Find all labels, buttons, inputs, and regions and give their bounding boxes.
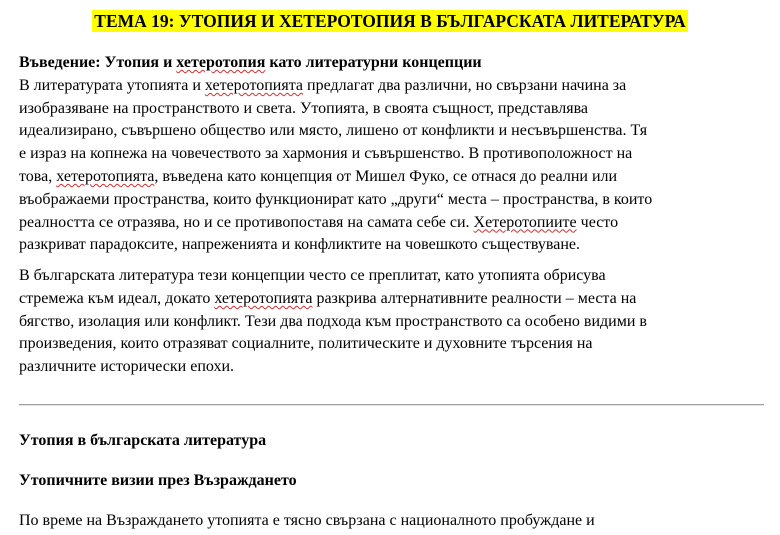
section-paragraph [19, 510, 779, 533]
spellcheck-word: хетеротопията [214, 289, 313, 307]
document-title: ТЕМА 19: УТОПИЯ И ХЕТЕРОТОПИЯ В БЪЛГАРСКАТА ЛИТЕРАТУРА [94, 11, 686, 31]
text-run: , въведена като концепция от Мишел Фуко, се отнася до реални или [154, 167, 618, 185]
paragraph-line: различните исторически епохи. [19, 358, 235, 376]
section-subheading: Утопичните визии през Възраждането [19, 472, 297, 489]
intro-heading-part: Въведение: Утопия и [19, 54, 177, 71]
spellcheck-word: Хетеротопиите [473, 213, 577, 231]
text-run: реалността се отразява, но и се противопоставя на самата себе си. [19, 213, 474, 231]
text-run: често [576, 213, 619, 231]
paragraph-line [19, 212, 779, 235]
paragraph-line: въображаеми пространства, които функционират като „други“ места – пространства, в които [19, 190, 653, 208]
paragraph-line: произведения, които отразяват социалните, политическите и духовните търсения на [19, 335, 593, 353]
text-run: стремежа към идеал, докато [19, 289, 215, 307]
intro-heading-part: като литературни концепции [265, 54, 482, 71]
text-run: разкрива алтернативните реалности – места на [312, 289, 637, 307]
paragraph-line [19, 166, 779, 189]
paragraph-line: е израз на копнежа на човечеството за хармония и съвършенство. В противоположност на [19, 145, 633, 163]
paragraph-line: изобразяване на пространството и света. Утопията, в своята същност, представлява [19, 99, 589, 117]
paragraph-line: разкриват парадоксите, напреженията и конфликтите на човешкото съществуване. [19, 236, 580, 254]
paragraph-line [19, 288, 779, 311]
text-run: предлагат два различни, но свързани начина за [303, 76, 627, 94]
intro-heading [19, 52, 779, 75]
paragraph-line [19, 75, 779, 98]
section-heading: Утопия в българската литература [19, 432, 267, 449]
text-run: В литературата утопията и [19, 76, 205, 94]
paragraph-line: бягство, изолация или конфликт. Тези два подхода към пространството са особено видими в [19, 312, 647, 330]
spellcheck-word: хетеротопията [56, 167, 155, 185]
title-container [0, 10, 780, 32]
text-run: това, [19, 167, 57, 185]
horizontal-divider [19, 404, 764, 406]
paragraph-line: идеализирано, съвършено общество или място, лишено от конфликти и несъвършенства. Тя [19, 122, 648, 140]
paragraph-line: По време на Възраждането утопията е тясно свързана с националното пробуждане и [19, 512, 595, 529]
spellcheck-word: хетеротопията [204, 76, 304, 94]
intro-paragraph-2 [19, 265, 779, 379]
intro-heading-spellcheck-word: хетеротопия [176, 54, 266, 71]
paragraph-line: В българската литература тези концепции често се преплитат, като утопията обрисува [19, 267, 606, 284]
intro-section [19, 52, 779, 257]
